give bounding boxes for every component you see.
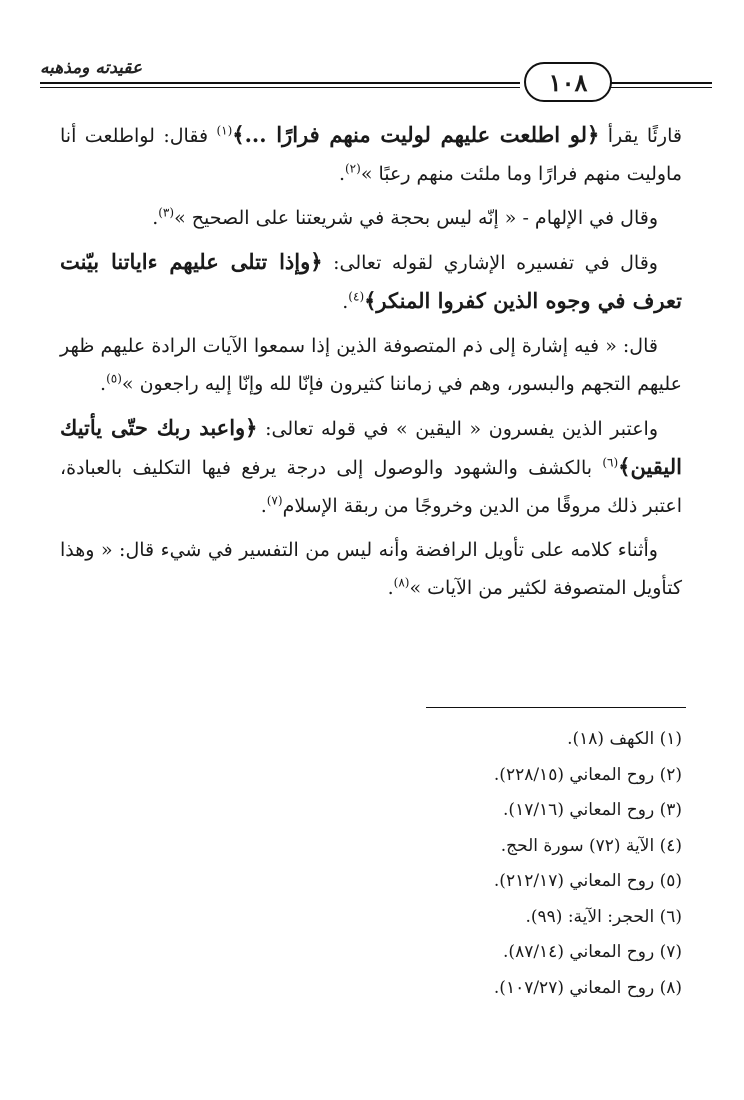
footnote-2: (٢) روح المعاني (٢٢٨/١٥). [493, 764, 682, 785]
text-segment: وقال في تفسيره الإشاري لقوله تعالى: [322, 252, 658, 274]
paragraph-1 [60, 116, 682, 193]
text-segment: . [100, 373, 107, 395]
text-segment: . [342, 291, 349, 313]
text-segment: وقال في الإلهام - « إنّه ليس بحجة في شريعتنا على الصحيح » [174, 207, 658, 229]
paragraph-3 [60, 243, 682, 321]
footnote-ref: (٧) [266, 493, 283, 508]
footnote-5: (٥) روح المعاني (٢١٢/١٧). [493, 871, 682, 891]
main-text [60, 116, 682, 613]
footnote-1: (١) الكهف (١٨). [567, 729, 682, 749]
page-number: ١٠٨ [524, 62, 612, 102]
header-rule-right-thin [602, 87, 712, 88]
page-header [40, 52, 712, 102]
text-segment: واعتبر الذين يفسرون « اليقين » في قوله تعالى: [257, 418, 658, 440]
text-segment: . [387, 577, 394, 599]
footnote-ref: (٢) [344, 161, 361, 176]
footnote-7: (٧) روح المعاني (٨٧/١٤). [503, 942, 682, 962]
text-segment: قارئًا يقرأ [599, 125, 682, 147]
header-rule [40, 82, 520, 84]
quran-verse: ﴿وإذا تتلى عليهم ءاياتنا بيّنت تعرف في وجوه الذين كفروا المنكر﴾ [60, 249, 682, 313]
footnote-ref: (٤) [348, 289, 365, 304]
footnote-6: (٦) الحجر: الآية: (٩٩). [525, 906, 682, 927]
text-segment: فقال: لواطلعت أنا ماوليت منهم فرارًا وما ملئت منهم رعبًا » [60, 125, 682, 185]
footnote-4: (٤) الآية (٧٢) سورة الحج. [500, 835, 682, 856]
footnote-ref: (٥) [106, 371, 122, 386]
footnote-ref: (٣) [158, 205, 175, 220]
text-segment: . [338, 163, 345, 185]
footnote-ref: (٦) [602, 455, 619, 470]
footnotes [62, 722, 682, 1006]
header-rule-right [602, 82, 712, 84]
text-segment: . [260, 495, 267, 517]
quran-verse: ﴿لو اطلعت عليهم لوليت منهم فرارًا ...﴾ [232, 122, 600, 147]
quran-verse: ﴿واعبد ربك حتّى يأتيك اليقين﴾ [60, 415, 682, 479]
footnote-3: (٣) روح المعاني (١٧/١٦). [503, 800, 682, 820]
text-segment: وأثناء كلامه على تأويل الرافضة وأنه ليس من التفسير في شيء قال: « وهذا كتأويل المتصوفة لكثير من الآيات » [60, 539, 682, 599]
running-title: عقيدته ومذهبه [40, 58, 143, 78]
paragraph-2 [60, 199, 682, 237]
text-segment: بالكشف والشهود والوصول إلى درجة يرفع فيها التكليف بالعبادة، اعتبر ذلك مروقًا من الدين وخروجًا من ربقة الإسلام [60, 457, 682, 517]
footnote-ref: (١) [216, 123, 233, 138]
paragraph-6 [60, 531, 682, 607]
footnote-8: (٨) روح المعاني (١٠٧/٢٧). [493, 977, 682, 998]
footnote-separator [426, 707, 686, 708]
footnote-ref: (٨) [393, 575, 410, 590]
header-rule-thin [40, 87, 520, 88]
paragraph-5 [60, 409, 682, 525]
paragraph-4 [60, 327, 682, 403]
text-segment: . [152, 207, 159, 229]
text-segment: قال: « فيه إشارة إلى ذم المتصوفة الذين إذا سمعوا الآيات الرادة عليهم ظهر عليهم التجهم والبسور، وهم في زماننا كثيرون فإنّا لله وإنّا إليه راجعون » [60, 335, 682, 395]
